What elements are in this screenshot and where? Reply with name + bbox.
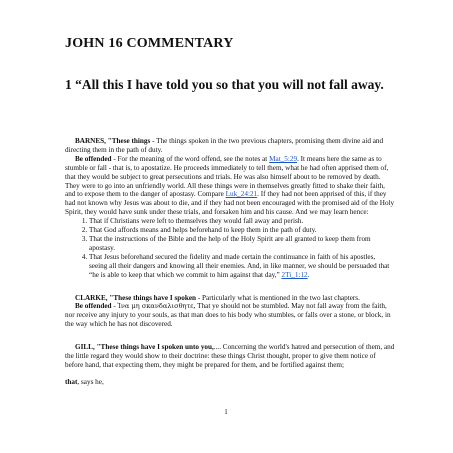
clarke-paragraph — [65, 294, 395, 303]
gill-intro: .... Concerning the world's hatred and persecution of them, and the little regard they would show to their doctrine: these things Christ thought, proper to give them notice of before hand, that expecting them, they might be prepared for them, and be fortified against them; — [65, 343, 395, 369]
reference-link-2ti[interactable]: 2Ti_1:12 — [281, 270, 308, 279]
clarke-label: CLARKE, "These things have I spoken — [75, 293, 197, 302]
barnes-text-c: . If they had not been apprised of this, if they had not known why Jesus was about to die, and if they had not been encouraged with the promised aid of the Holy Spirit, they would have sunk under these trials, and forsaken him and his cause. And we may learn hence: — [65, 190, 395, 217]
gill-term: that — [65, 377, 78, 386]
gill-that-paragraph — [65, 378, 395, 387]
barnes-text-b: . It means here the same as to stumble or fall - that is, to apostatize. He proceeds immediately to tell them, what he had often apprised them of, that they would be subject to great persecutions and trials. He was also himself about to be removed by death. They were to go into an unfriendly world. All these things were in themselves greatly fitted to shake their faith, and to expose them to the danger of apostasy. Compare — [65, 154, 389, 199]
list-item-end: . — [307, 270, 310, 279]
list-item: 3. That the instructions of the Bible and the help of the Holy Spirit are all granted to keep them from apostasy. — [89, 235, 395, 253]
gill-label: GILL, "These things have I spoken unto you, — [75, 343, 214, 352]
clarke-intro: - Particularly what is mentioned in the two last chapters. — [196, 293, 360, 302]
barnes-label: BARNES, "These things — [75, 137, 151, 145]
clarke-text-b: , That ye should not be stumbled. May not fall away from the faith, nor receive any injury to your souls, as that man does to his body who stumbles, or falls over a stone, or block, in the way which he has not discovered. — [65, 302, 391, 329]
clarke-text-a: - — [111, 302, 118, 311]
barnes-offended-paragraph — [65, 155, 395, 217]
list-item: 2. That God affords means and helps beforehand to keep them in the path of duty. — [89, 226, 395, 235]
barnes-term: Be offended — [75, 154, 112, 163]
gill-paragraph — [65, 343, 395, 370]
list-item — [89, 253, 395, 280]
clarke-term: Be offended — [75, 302, 112, 311]
greek-text: Ἱνα μη σκανδαλισθητε — [117, 302, 194, 311]
list-item: 1. That if Christians were left to themselves they would fall away and perish. — [89, 217, 395, 226]
barnes-text-a: - For the meaning of the word offend, see the notes at — [111, 154, 270, 163]
verse-heading: 1 “All this I have told you so that you will not fall away. — [65, 77, 384, 92]
commentary-body — [65, 137, 395, 387]
page-number: 1 — [224, 408, 228, 416]
barnes-paragraph — [65, 137, 395, 155]
gill-text: , says he, — [77, 377, 104, 386]
reference-link-luk[interactable]: Luk_24:21 — [225, 190, 258, 199]
list-item-text: That Jesus beforehand secured the fidelity and made certain the continuance in faith of his apostles, seeing all their dangers and knowing all their enemies. And, in like manner, we should be persuaded that “he is able to keep that which we commit to him against that day,” — [89, 252, 390, 279]
document-title: JOHN 16 COMMENTARY — [65, 36, 234, 51]
clarke-offended-paragraph — [65, 302, 395, 329]
reference-link-mat[interactable]: Mat_5:29 — [269, 154, 298, 163]
barnes-intro: - The things spoken in the two previous chapters, promising them divine aid and directing them in the path of duty. — [65, 137, 384, 154]
barnes-lessons-list — [65, 217, 395, 279]
